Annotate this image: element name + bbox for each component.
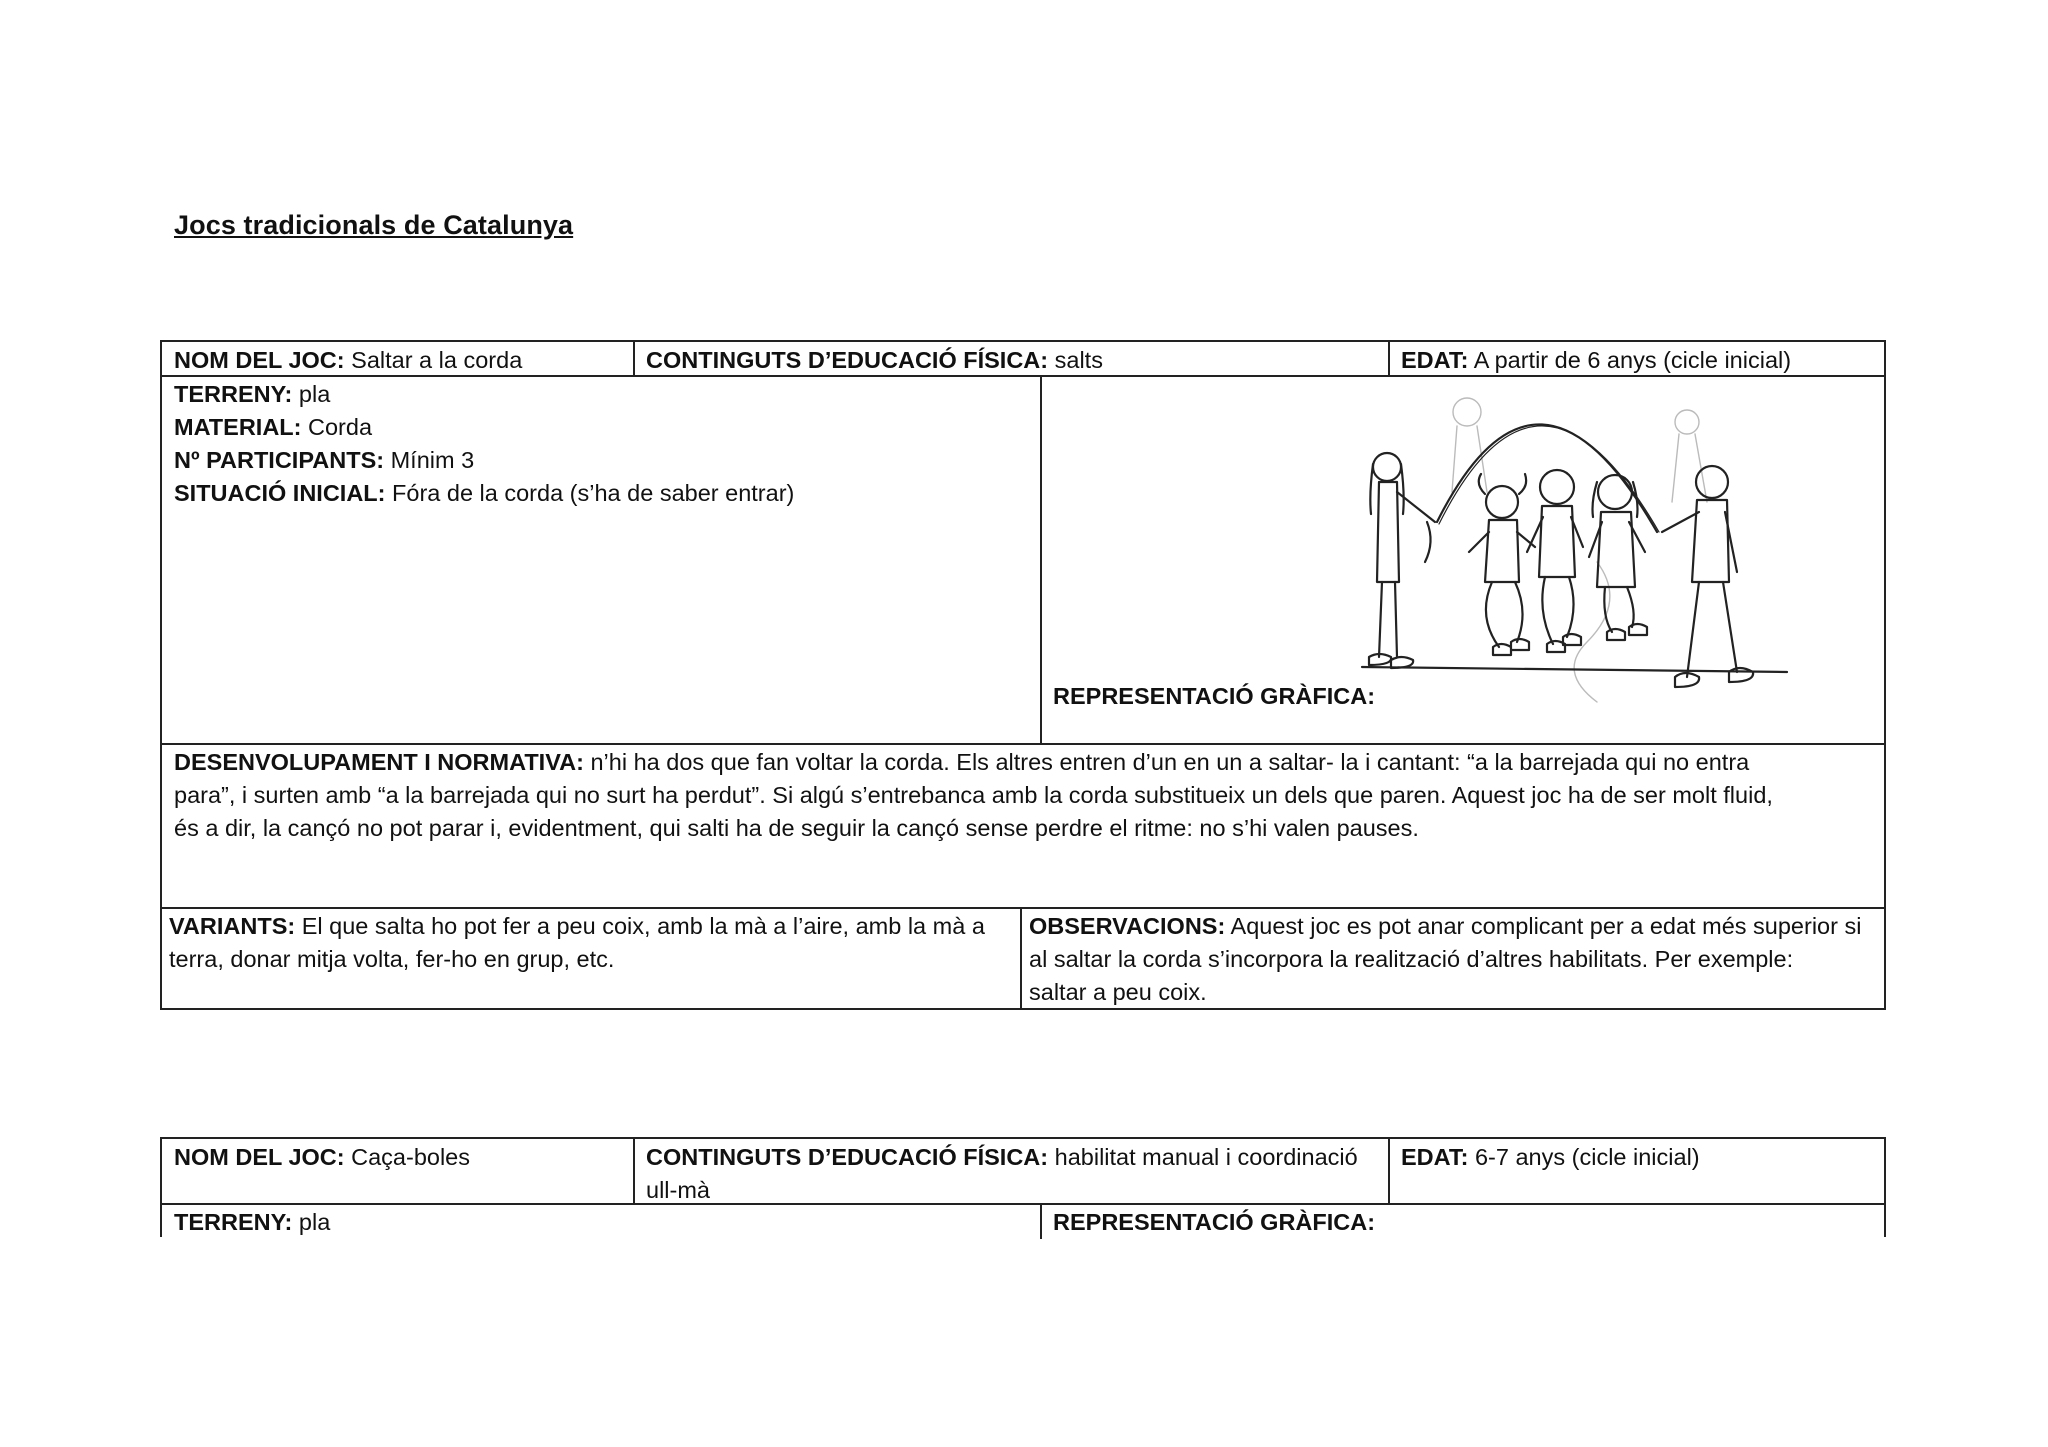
participants-value: Mínim 3 (390, 447, 475, 473)
continguts-value: salts (1054, 347, 1103, 373)
terreny-value: pla (298, 1209, 331, 1235)
nom-label: NOM DEL JOC: (174, 347, 345, 373)
continguts-line-2: ull-mà (646, 1177, 710, 1203)
observacions-line-1: Aquest joc es pot anar complicant per a edat més superior si (1230, 913, 1862, 939)
nom-value: Caça-boles (351, 1144, 471, 1170)
desenvolupament-line-1: n’hi ha dos que fan voltar la corda. Els altres entren d’un en un a saltar- la i cantant: “a la barrejada qui no entra (590, 749, 1750, 775)
terreny-value: pla (298, 381, 331, 407)
continguts-label: CONTINGUTS D’EDUCACIÓ FÍSICA: (646, 347, 1049, 373)
variants-line-1: El que salta ho pot fer a peu coix, amb la mà a l’aire, amb la mà a (301, 913, 985, 939)
desenvolupament-line-3: és a dir, la cançó no pot parar i, evidentment, qui salti ha de seguir la cançó sense perdre el ritme: no s’hi valen pauses. (174, 815, 1419, 841)
continguts-line-1: habilitat manual i coordinació (1054, 1144, 1358, 1170)
edat-cell (1389, 342, 1803, 379)
situacio-label: SITUACIÓ INICIAL: (174, 480, 386, 506)
continguts-cell (634, 342, 1115, 379)
nom-label: NOM DEL JOC: (174, 1144, 345, 1170)
variants-line-2: terra, donar mitja volta, fer-ho en grup, etc. (169, 946, 615, 972)
game-card-caca-boles (160, 1137, 1886, 1237)
nom-value: Saltar a la corda (351, 347, 523, 373)
edat-value: 6-7 anys (cicle inicial) (1474, 1144, 1700, 1170)
observacions-line-3: saltar a peu coix. (1029, 979, 1207, 1005)
observacions-label: OBSERVACIONS: (1029, 913, 1226, 939)
jump-rope-illustration (1357, 382, 1797, 712)
representacio-label: REPRESENTACIÓ GRÀFICA: (1053, 683, 1376, 709)
situacio-value: Fóra de la corda (s’ha de saber entrar) (392, 480, 795, 506)
material-label: MATERIAL: (174, 414, 302, 440)
variants-label: VARIANTS: (169, 913, 296, 939)
terreny-cell (162, 1204, 342, 1241)
material-value: Corda (308, 414, 373, 440)
continguts-cell (634, 1139, 1370, 1209)
document-title: Jocs tradicionals de Catalunya (174, 210, 574, 240)
nom-cell (162, 1139, 482, 1176)
edat-label: EDAT: (1401, 347, 1469, 373)
continguts-label: CONTINGUTS D’EDUCACIÓ FÍSICA: (646, 1144, 1049, 1170)
desenvolupament-line-2: para”, i surten amb “a la barrejada qui no surt ha perdut”. Si algú s’entrebanca amb la corda substitueix un dels que paren. Aquest joc ha de ser molt fluid, (174, 782, 1773, 808)
details-cell (162, 376, 806, 512)
observacions-line-2: al saltar la corda s’incorpora la realització d’altres habilitats. Per exemple: (1029, 946, 1794, 972)
edat-cell (1389, 1139, 1712, 1176)
edat-label: EDAT: (1401, 1144, 1469, 1170)
desenvolupament-cell (162, 744, 1785, 847)
representacio-label: REPRESENTACIÓ GRÀFICA: (1053, 1209, 1376, 1235)
terreny-label: TERRENY: (174, 381, 293, 407)
observacions-cell (1021, 908, 1873, 1011)
game-card-saltar-corda (160, 340, 1886, 1010)
variants-cell (162, 908, 997, 978)
desenvolupament-label: DESENVOLUPAMENT I NORMATIVA: (174, 749, 584, 775)
participants-label: Nº PARTICIPANTS: (174, 447, 385, 473)
edat-value: A partir de 6 anys (cicle inicial) (1473, 347, 1792, 373)
terreny-label: TERRENY: (174, 1209, 293, 1235)
nom-cell (162, 342, 534, 379)
